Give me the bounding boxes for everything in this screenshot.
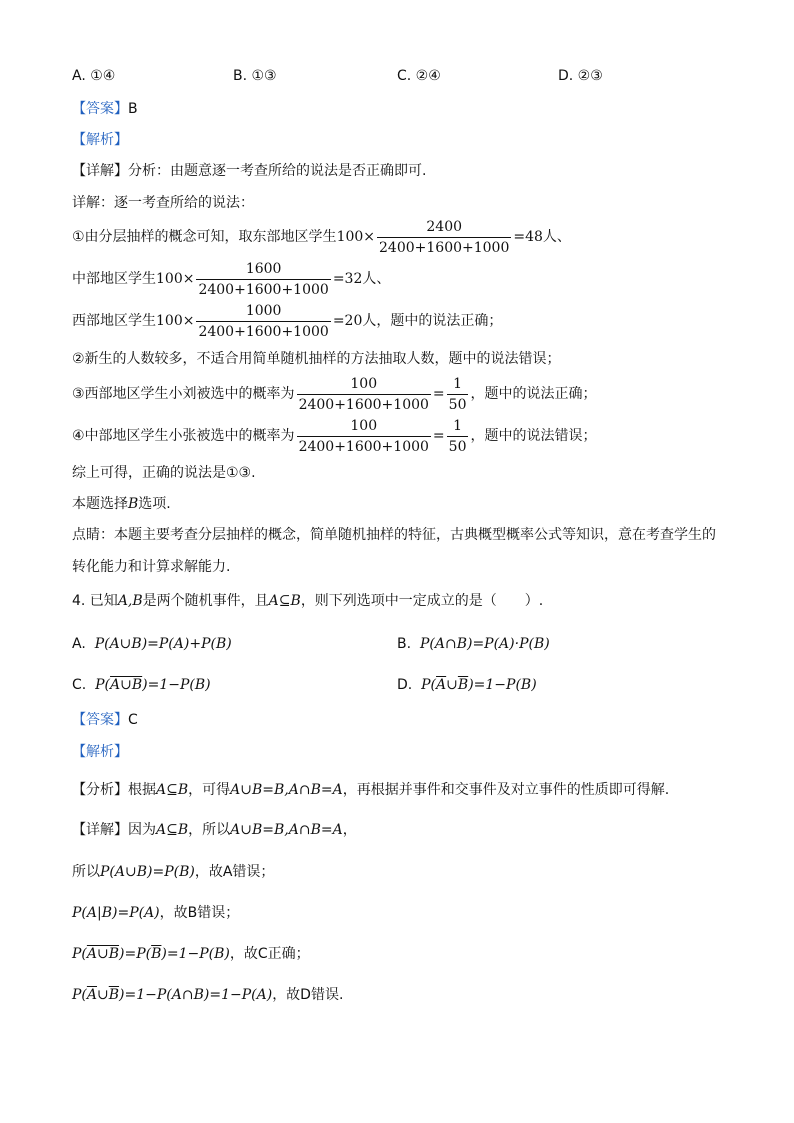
q4-line-3-post: ，故C正确； [229, 946, 310, 962]
summary: 综上可得，正确的说法是①③. [72, 465, 256, 481]
fraction [447, 374, 469, 415]
q4-line-3 [72, 944, 310, 964]
statement-4-text: ④中部地区学生小张被选中的概率为 [72, 428, 295, 444]
statement-3-post: ，题中的说法正确； [470, 386, 597, 402]
statement-1a-post: 人、 [542, 229, 571, 245]
rest: =1−P(B) [147, 677, 211, 693]
overline-b: $\overline{B}$ [151, 946, 162, 962]
q4-line-4-math: $P(\overline{A}\cup\overline{B})=1-P(A\cap B)=1-P(A)$ [72, 987, 273, 1003]
q4-detail-mid: ，所以 [188, 822, 231, 838]
note-line-2: 转化能力和计算求解能力. [72, 559, 231, 575]
statement-1c-post: 人，题中的说法正确； [362, 313, 503, 329]
answer-label: 【答案】 [72, 101, 128, 117]
q4-fenxi-math: A∪B=B,A∩B=A [230, 782, 343, 798]
q4-stem-post: ，则下列选项中一定成立的是（ ）. [300, 593, 544, 609]
q4-analysis-label: 【解析】 [72, 744, 128, 760]
rest: =1−P(A∩B)=1−P(A) [124, 987, 273, 1003]
option-b: B. ①③ [233, 68, 277, 84]
equals: = [432, 428, 445, 444]
option-a: A. ①④ [72, 68, 116, 84]
q4-fenxi-mid: ，可得 [188, 782, 231, 798]
q4-option-c-label: C. [72, 677, 87, 693]
q4-line-3-math: $P(A\cup B)=P(\overline{B})=1-P(B)$ [72, 946, 230, 962]
statement-1b-text: 中部地区学生 [72, 271, 156, 287]
q4-line-2-math: P(A|B)=P(A) [72, 905, 160, 921]
rest: )=1−P(B) [161, 946, 230, 962]
fraction [196, 259, 330, 300]
q4-line-1 [72, 862, 274, 882]
overline-term: A∪B [110, 677, 143, 693]
detail-line [72, 161, 426, 181]
statement-3 [72, 373, 596, 415]
numerator: 2400 [426, 218, 463, 235]
overline-term: A∪B [86, 946, 120, 962]
overline-a: $\overline{A}$ [436, 677, 447, 693]
q4-fenxi-rel: A⊆B [156, 782, 189, 798]
q4-line-2-post: ，故B错误； [159, 905, 240, 921]
q4-line-4 [72, 985, 343, 1005]
result: =32 [332, 271, 363, 287]
q4-vars: A,B [117, 593, 143, 609]
statement-2: ②新生的人数较多，不适合用简单随机抽样的方法抽取人数，题中的说法错误； [72, 351, 561, 367]
q4-option-a-math: P(A∪B)=P(A)+P(B) [94, 636, 232, 652]
choice-pre: 本题选择 [72, 496, 128, 512]
statement-1a-text: ①由分层抽样的概念可知，取东部地区学生 [72, 229, 337, 245]
q4-line-2 [72, 903, 239, 923]
q4-option-d [397, 675, 537, 695]
q4-option-c [72, 675, 211, 695]
q4-rel: A⊆B [268, 593, 301, 609]
numerator: 1000 [245, 302, 282, 319]
numerator: 1 [453, 417, 463, 434]
option-c: C. ②④ [397, 68, 441, 84]
statement-4-post: ，题中的说法错误； [470, 428, 597, 444]
q4-option-b [397, 634, 550, 654]
statement-1c-text: 西部地区学生 [72, 313, 156, 329]
denominator: 50 [447, 436, 469, 457]
q4-answer-label: 【答案】 [72, 712, 128, 728]
detail-intro: 分析：由题意逐一考查所给的说法是否正确即可. [128, 163, 427, 179]
q4-detail-rel: A⊆B [156, 822, 189, 838]
choice-post: 选项. [138, 496, 171, 512]
q4-detail-math: A∪B=B,A∩B=A [230, 822, 343, 838]
overline-b: $\overline{B}$ [108, 987, 120, 1003]
detail-label: 【详解】 [72, 163, 128, 179]
result: =48 [513, 229, 543, 245]
statement-4 [72, 415, 596, 457]
statement-1b [72, 258, 390, 300]
overline-b: $\overline{B}$ [457, 677, 469, 693]
q4-stem-pre: 4. 已知 [72, 593, 118, 609]
q4-answer-value: C [128, 712, 138, 728]
numerator: 1 [453, 375, 463, 392]
result: =20 [332, 313, 363, 329]
q4-fenxi-pre: 根据 [128, 782, 156, 798]
detail-line-2: 详解：逐一考查所给的说法： [72, 195, 254, 211]
q4-option-b-math: P(A∩B)=P(A)·P(B) [419, 636, 550, 652]
denominator: 2400+1600+1000 [196, 279, 330, 300]
numerator: 100 [350, 417, 378, 434]
q4-option-d-math: $P(\overline{A}\cup\overline{B})=1-P(B)$ [421, 677, 537, 693]
q4-line-1-pre: 所以 [72, 864, 100, 880]
denominator: 2400+1600+1000 [377, 237, 511, 258]
q4-option-b-label: B. [397, 636, 412, 652]
q4-option-a-label: A. [72, 636, 86, 652]
fraction [297, 416, 431, 457]
fraction [297, 374, 431, 415]
q4-option-a [72, 634, 232, 654]
q4-detail [72, 820, 357, 840]
equals: = [432, 386, 445, 402]
statement-1b-post: 人、 [362, 271, 391, 287]
statement-3-text: ③西部地区学生小刘被选中的概率为 [72, 386, 295, 402]
statement-1a-num: 100× [336, 229, 376, 245]
denominator: 50 [447, 394, 469, 415]
answer-line [72, 99, 138, 119]
q4-fenxi-post: ，再根据并事件和交事件及对立事件的性质即可得解. [342, 782, 670, 798]
statement-1c-num: 100× [156, 313, 195, 329]
q4-detail-pre: 因为 [128, 822, 156, 838]
mid: =P( [124, 946, 152, 962]
q4-detail-post: ， [342, 822, 357, 838]
q4-option-c-math: P(A∪B)=1−P(B) [95, 677, 211, 693]
q4-answer-line [72, 710, 138, 730]
statement-1a [72, 216, 571, 258]
statement-1c [72, 300, 502, 342]
q4-stem-mid: 是两个随机事件，且 [142, 593, 269, 609]
choice-line [72, 494, 171, 514]
option-d: D. ②③ [558, 68, 603, 84]
q4-fenxi [72, 780, 669, 800]
fraction [377, 217, 511, 258]
note-line-1: 点睛：本题主要考查分层抽样的概念，简单随机抽样的特征，古典概型概率公式等知识，意在考查学生的 [72, 527, 716, 543]
q4-option-d-label: D. [397, 677, 413, 693]
numerator: 1600 [245, 260, 282, 277]
q4-line-1-math: P(A∪B)=P(B) [100, 864, 195, 880]
statement-1b-num: 100× [156, 271, 195, 287]
fraction [196, 301, 330, 342]
analysis-label: 【解析】 [72, 132, 128, 148]
answer-value: B [128, 101, 138, 117]
denominator: 2400+1600+1000 [297, 394, 431, 415]
overline-a: $\overline{A}$ [86, 987, 98, 1003]
rest: =1−P(B) [473, 677, 537, 693]
q4-line-1-post: ，故A错误； [194, 864, 275, 880]
choice-var: B [128, 496, 139, 512]
q4-fenxi-label: 【分析】 [72, 782, 128, 798]
fraction [447, 416, 469, 457]
denominator: 2400+1600+1000 [297, 436, 431, 457]
q4-line-4-post: ，故D错误. [272, 987, 344, 1003]
q4-detail-label: 【详解】 [72, 822, 128, 838]
q4-stem [72, 591, 543, 611]
denominator: 2400+1600+1000 [196, 321, 330, 342]
numerator: 100 [350, 375, 378, 392]
